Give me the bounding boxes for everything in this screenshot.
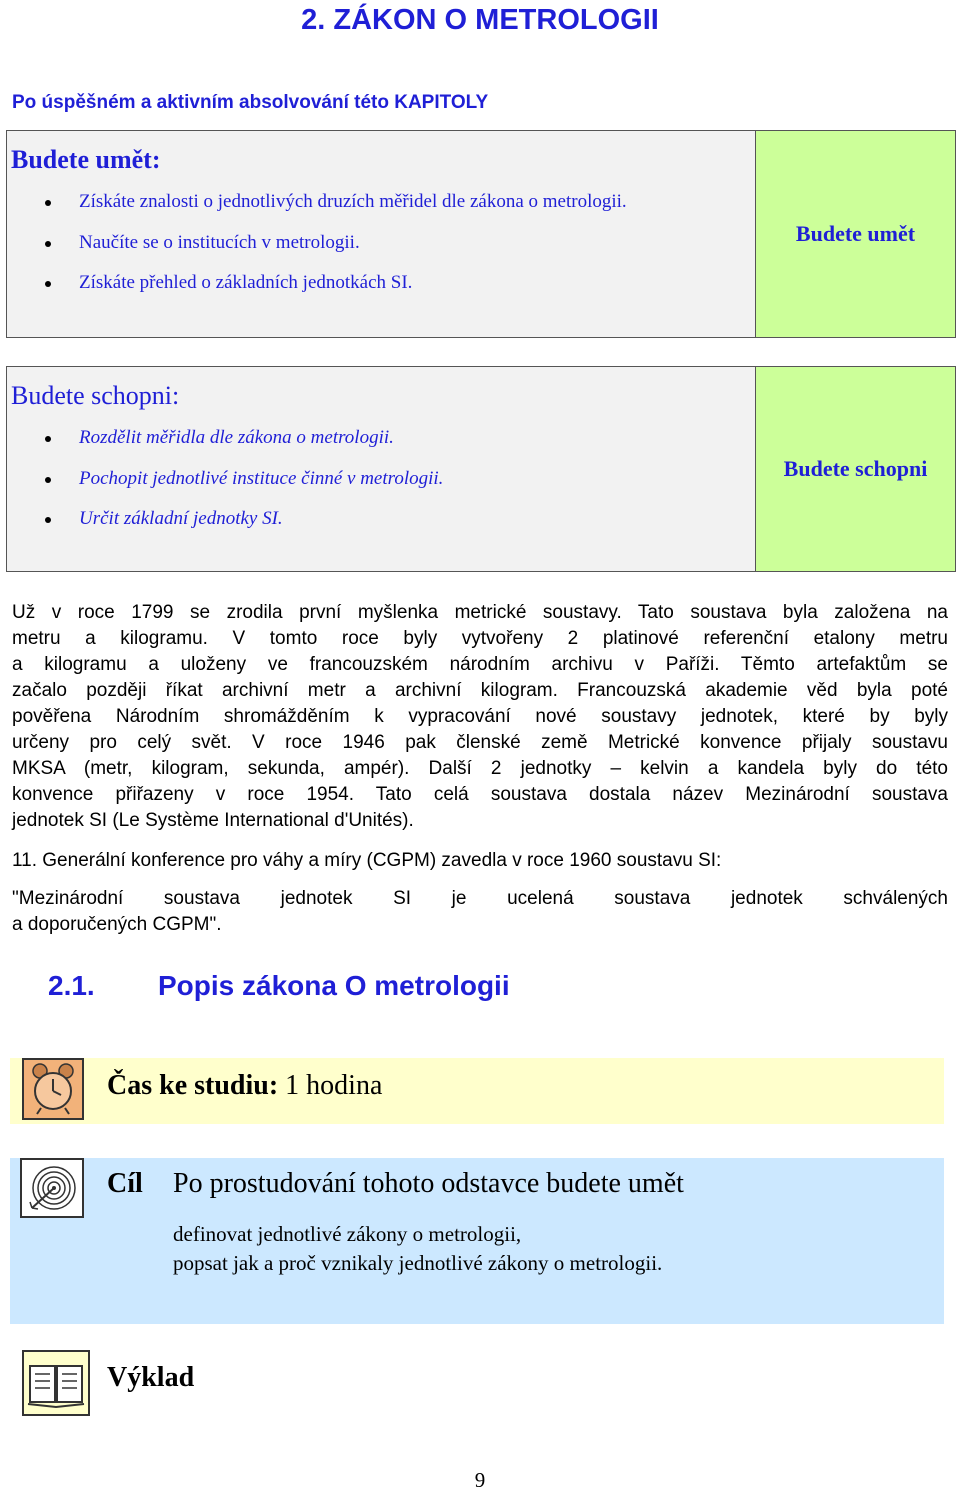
list-item: Získáte znalosti o jednotlivých druzích měřidel dle zákona o metrologii. xyxy=(45,191,627,232)
explanation-label: Výklad xyxy=(107,1362,195,1393)
paragraph-line: MKSA (metr, kilogram, sekunda, ampér). Další 2 jednotky – kelvin a kandela byly do této xyxy=(12,758,948,779)
abilities-box xyxy=(6,366,756,572)
list-item: Naučíte se o institucích v metrologii. xyxy=(45,232,627,273)
open-book-icon xyxy=(22,1350,90,1416)
paragraph-line: metru a kilogramu. V tomto roce byly vytvořeny 2 platinové referenční etalony metru xyxy=(12,628,948,649)
skills-heading: Budete umět: xyxy=(11,145,161,174)
si-quote xyxy=(12,886,948,938)
target-icon xyxy=(20,1158,84,1218)
paragraph-line: Už v roce 1799 se zrodila první myšlenka metrické soustavy. Tato soustava byla založena na xyxy=(12,602,948,623)
section-number: 2.1. xyxy=(48,970,95,1001)
abilities-side-label xyxy=(755,366,956,572)
cgpm-line: 11. Generální konference pro váhy a míry (CGPM) zavedla v roce 1960 soustavu SI: xyxy=(12,850,722,871)
quote-line: a doporučených CGPM". xyxy=(12,914,222,935)
paragraph-line: začalo později říkat archivní metr a archivní kilogram. Francouzská akademie věd byla poté xyxy=(12,680,948,701)
alarm-clock-icon xyxy=(22,1058,84,1120)
paragraph-line: a kilogramu a uloženy ve francouzském národním archivu v Paříži. Těmto artefaktům se xyxy=(12,654,948,675)
page-number: 9 xyxy=(474,1468,486,1492)
skills-side-text: Budete umět xyxy=(795,221,916,246)
study-time-value: 1 hodina xyxy=(285,1070,383,1101)
list-item: Rozdělit měřidla dle zákona o metrologii. xyxy=(45,427,443,468)
paragraph-line: konvence přiřazeny v roce 1954. Tato celá soustava dostala název Mezinárodní soustava xyxy=(12,784,948,805)
quote-line: "Mezinárodní soustava jednotek SI je ucelená soustava jednotek schválených xyxy=(12,888,948,909)
skills-side-label xyxy=(755,130,956,338)
study-time xyxy=(107,1070,382,1102)
goal-item: popsat jak a proč vznikaly jednotlivé zákony o metrologii. xyxy=(173,1251,663,1275)
list-item: Pochopit jednotlivé instituce činné v metrologii. xyxy=(45,468,443,509)
skills-list xyxy=(45,191,627,313)
chapter-title: 2. ZÁKON O METROLOGII xyxy=(301,4,659,36)
list-item: Získáte přehled o základních jednotkách SI. xyxy=(45,272,627,313)
study-time-label: Čas ke studiu: xyxy=(107,1070,279,1101)
abilities-side-text: Budete schopni xyxy=(783,456,928,481)
goal-item: definovat jednotlivé zákony o metrologii, xyxy=(173,1222,522,1246)
paragraph-line: určeny pro celý svět. V roce 1946 pak členské země Metrické konvence přijaly soustavu xyxy=(12,732,948,753)
skills-box xyxy=(6,130,756,338)
goal-heading: Po prostudování tohoto odstavce budete umět xyxy=(173,1168,684,1199)
abilities-list xyxy=(45,427,443,549)
list-item: Určit základní jednotky SI. xyxy=(45,508,443,549)
section-title: Popis zákona O metrologii xyxy=(158,970,510,1001)
abilities-heading: Budete schopni: xyxy=(11,381,180,410)
chapter-intro: Po úspěšném a aktivním absolvování této KAPITOLY xyxy=(12,92,489,113)
goal-label: Cíl xyxy=(107,1168,143,1199)
paragraph-line: jednotek SI (Le Systѐme International d'Unités). xyxy=(12,810,414,831)
history-paragraph xyxy=(12,600,948,834)
paragraph-line: pověřena Národním shromážděním k vypracování nové soustavy jednotek, které by byly xyxy=(12,706,948,727)
